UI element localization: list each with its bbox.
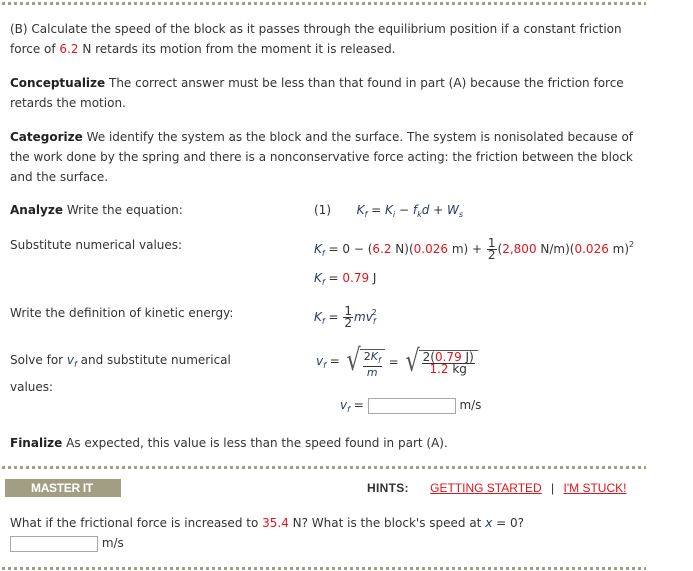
hints-label: HINTS: (367, 481, 409, 495)
one-half-fraction: $\frac{1}{2}$ (487, 236, 496, 262)
master-it-question: What if the frictional force is increased to 35.4 N? What is the block's speed at x = 0? (10, 516, 524, 530)
equation-1: (1) $K_f = K_i - f_kd + W_s$ (314, 203, 464, 219)
friction-force-value: 6.2 (59, 42, 79, 56)
conceptualize-heading: Conceptualize (10, 76, 106, 90)
top-dotted-divider (2, 2, 646, 5)
master-it-answer-row (10, 533, 124, 553)
master-it-dotted-divider (2, 466, 646, 469)
finalize-section: Finalize As expected, this value is less than the speed found in part (A). (10, 436, 448, 450)
kinetic-energy-result: $K_f = 0.79$ J (314, 271, 377, 287)
bottom-dotted-divider (2, 567, 646, 570)
categorize-section: Categorize We identify the system as the block and the surface. The system is nonisolated because of the work done by the spring and there is a nonconservative force acting: the friction between the block and the surface. (10, 130, 634, 184)
velocity-unit: m/s (459, 398, 482, 412)
hint-separator: | (551, 481, 555, 495)
one-half-fraction: $\frac{1}{2}$ (344, 304, 353, 330)
velocity-answer-row: $v_f = m/s$ (340, 398, 482, 414)
substitution-equation: $K_f = 0 - (6.2$ N)(0.026 m) + $\frac{1}{2}$ (2,800 N/m)(0.026 m)$^2$ (314, 236, 635, 262)
master-it-answer-input[interactable] (10, 536, 98, 552)
velocity-answer-input[interactable] (368, 398, 456, 414)
sqrt-symbol: √ $\frac{2K_f}{m}$ (344, 346, 385, 378)
hints-bar (367, 479, 626, 497)
analyze-step4-label: Solve for $v_f$ and substitute numerical values: (10, 353, 231, 394)
analyze-step1-label: Analyze Write the equation: (10, 203, 183, 217)
sqrt-symbol: √ $\frac{2(0.79 J)}{1.2 kg}$ (403, 347, 478, 377)
part-b-prompt: (B) Calculate the speed of the block as it passes through the equilibrium position if a constant friction force of 6.2 N retards its motion from the moment it is released. (10, 22, 622, 56)
analyze-step3-label: Write the definition of kinetic energy: (10, 306, 234, 320)
master-it-button[interactable]: MASTER IT (5, 479, 121, 497)
finalize-heading: Finalize (10, 436, 63, 450)
kinetic-energy-value: 0.79 (342, 271, 370, 285)
equation-number: (1) (314, 203, 331, 217)
im-stuck-link[interactable]: I'M STUCK! (563, 481, 627, 495)
analyze-step2-label: Substitute numerical values: (10, 238, 183, 252)
categorize-heading: Categorize (10, 130, 83, 144)
new-friction-value: 35.4 (262, 516, 289, 530)
getting-started-link[interactable]: GETTING STARTED (430, 481, 542, 495)
velocity-equation: $v_f$ = √ $\frac{2K_f}{m}$ = √ $\frac{2(0.79 J)}{1.2 kg}$ (316, 346, 478, 378)
analyze-heading: Analyze (10, 203, 63, 217)
master-it-unit: m/s (101, 536, 124, 550)
kinetic-energy-definition: $K_f$ = $\frac{1}{2}$ $mv_f^2$ (314, 304, 377, 330)
conceptualize-section: Conceptualize The correct answer must be less than that found in part (A) because the friction force retards the motion. (10, 76, 624, 110)
